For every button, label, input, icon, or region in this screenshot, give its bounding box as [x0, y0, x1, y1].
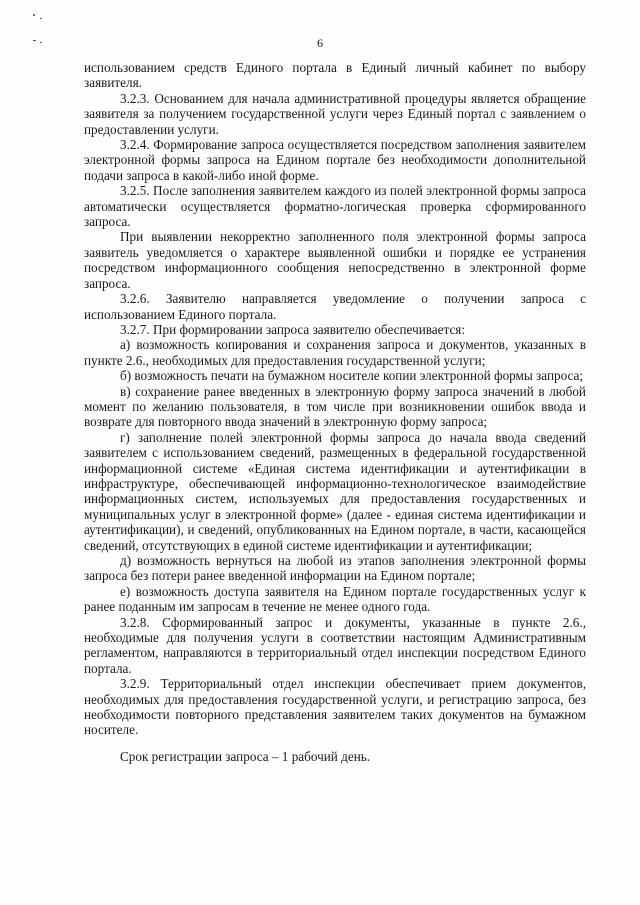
paragraph: е) возможность доступа заявителя на Едином портале государственных услуг к ранее поданным им запросам в течение не менее одного года.: [84, 583, 586, 615]
paragraph: 3.2.6. Заявителю направляется уведомление о получении запроса с использованием Единого портала.: [84, 291, 586, 322]
paragraph: б) возможность печати на бумажном носителе копии электронной формы запроса;: [120, 368, 584, 384]
paragraph: а) возможность копирования и сохранения запроса и документов, указанных в пункте 2.6., необходимых для предоставления государственной услуги;: [84, 337, 586, 368]
paragraph: 3.2.7. При формировании запроса заявителю обеспечивается:: [120, 321, 466, 337]
scan-speck: [33, 14, 35, 16]
paragraph: Срок регистрации запроса – 1 рабочий день.: [120, 748, 371, 764]
scan-speck: [33, 40, 36, 41]
paragraph: 3.2.4. Формирование запроса осуществляется посредством заполнения заявителем электронной формы запроса на Едином портале без необходимости дополнительной подачи запроса в какой-либо иной форме.: [84, 137, 586, 183]
paragraph: При выявлении некорректно заполненного поля электронной формы запроса заявитель уведомляется о характере выявленной ошибки и порядке ее устранения посредством информационного сообщения непосредственно в электронной форме запроса.: [84, 229, 586, 291]
paragraph: 3.2.3. Основанием для начала административной процедуры является обращение заявителя за получением государственной услуги через Единый портал с заявлением о предоставлении услуги.: [84, 90, 586, 137]
paragraph: в) сохранение ранее введенных в электронную форму запроса значений в любой момент по желанию пользователя, в том числе при возникновении ошибок ввода и возврате для повторного ввода значений в электронную форму запроса;: [84, 383, 586, 430]
page-number: 6: [317, 36, 323, 50]
paragraph: д) возможность вернуться на любой из этапов заполнения электронной формы запроса без потери ранее введенной информации на Едином портале;: [84, 553, 586, 584]
paragraph: 3.2.9. Территориальный отдел инспекции обеспечивает прием документов, необходимых для предоставления государственной услуги, и регистрацию запроса, без необходимости повторного представления заявителем таких документов на бумажном носителе.: [84, 676, 586, 738]
paragraph: 3.2.5. После заполнения заявителем каждого из полей электронной формы запроса автоматически осуществляется форматно-логическая проверка сформированного запроса.: [84, 183, 586, 230]
paragraph: 3.2.8. Сформированный запрос и документы, указанные в пункте 2.6., необходимые для получения услуги в соответствии настоящим Административным регламентом, направляются в территориальный отдел инспекции посредством Единого портала.: [84, 614, 586, 676]
document-body: [84, 60, 586, 764]
scan-speck: [40, 18, 42, 19]
paragraph: г) заполнение полей электронной формы запроса до начала ввода сведений заявителем с использованием сведений, размещенных в федеральной государственной информационной системе «Единая система идентификации и аутентификации в инфраструктуре, обеспечивающей информационно-технологическое взаимодействие информационных систем, используемых для предоставления государственных и муниципальных услуг в электронной форме» (далее - единая система идентификации и аутентификации), и сведений, опубликованных на Едином портале, в части, касающейся сведений, отсутствующих в единой системе идентификации и аутентификации;: [84, 429, 586, 553]
scan-speck: [40, 42, 42, 43]
paragraph: использованием средств Единого портала в Единый личный кабинет по выбору заявителя.: [84, 60, 586, 91]
